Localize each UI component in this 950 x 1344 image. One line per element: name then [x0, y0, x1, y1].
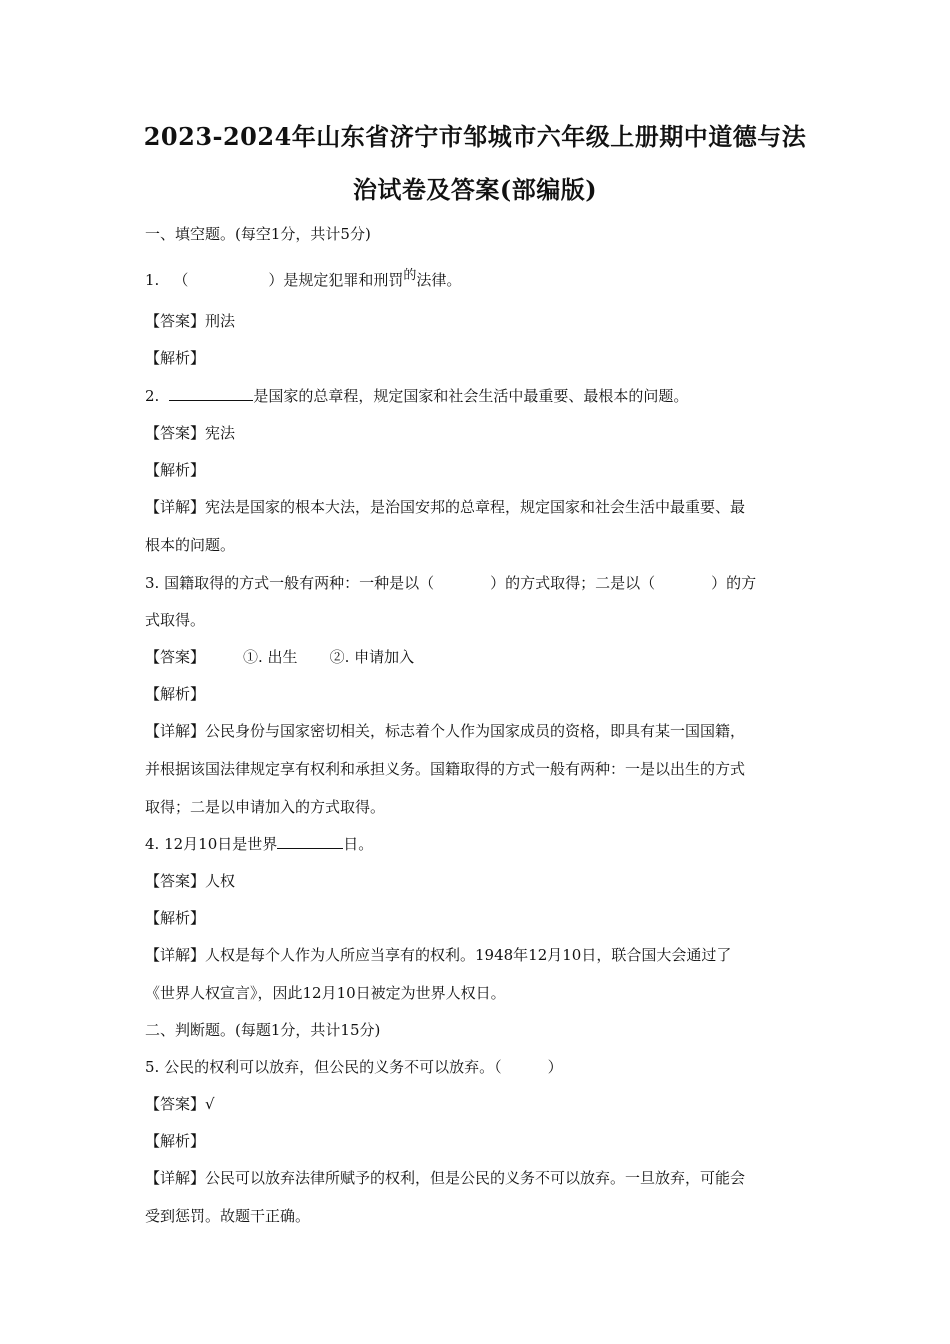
- question-3-detail-line-1: 【详解】公民身份与国家密切相关，标志着个人作为国家成员的资格，即具有某一国国籍，: [145, 722, 746, 740]
- question-2-analysis: 【解析】: [145, 461, 206, 479]
- question-2-blank: [169, 386, 253, 401]
- question-1-text: ）是规定犯罪和刑罚: [268, 271, 404, 289]
- question-3-text-b: ）的方式取得；二是以（: [490, 574, 656, 592]
- question-3-answer-1: ①. 出生: [243, 648, 298, 666]
- question-3-text-c: ）的方: [711, 574, 757, 592]
- question-5-analysis: 【解析】: [145, 1132, 206, 1150]
- document-title-line-1: 2023-2024年山东省济宁市邹城市六年级上册期中道德与法: [143, 122, 807, 151]
- question-1-de: 的: [403, 268, 417, 283]
- question-2-number: 2.: [145, 387, 160, 405]
- question-3-detail-line-2: 并根据该国法律规定享有权利和承担义务。国籍取得的方式一般有两种：一是以出生的方式: [145, 760, 746, 778]
- question-2: [145, 386, 810, 406]
- question-1-open-paren: （: [173, 271, 189, 289]
- question-2-text: 是国家的总章程，规定国家和社会生活中最重要、最根本的问题。: [253, 387, 689, 405]
- question-5-text-a: 5. 公民的权利可以放弃，但公民的义务不可以放弃。（: [145, 1058, 502, 1076]
- question-1: [145, 270, 810, 292]
- question-3-answer-2: ②. 申请加入: [329, 648, 415, 666]
- question-3-line-1: [145, 573, 810, 593]
- question-4-text-b: 日。: [343, 835, 374, 853]
- question-4-analysis: 【解析】: [145, 909, 206, 927]
- question-3-text-a: 3. 国籍取得的方式一般有两种：一种是以（: [145, 574, 435, 592]
- question-2-answer: 【答案】宪法: [145, 424, 236, 442]
- question-4-blank: [277, 834, 343, 849]
- question-5-text-b: ）: [547, 1058, 563, 1076]
- question-1-tail: 法律。: [416, 271, 462, 289]
- question-5-detail-line-2: 受到惩罚。故题干正确。: [145, 1207, 311, 1225]
- question-5: [145, 1057, 810, 1077]
- question-5-detail-line-1: 【详解】公民可以放弃法律所赋予的权利，但是公民的义务不可以放弃。一旦放弃，可能会: [145, 1169, 746, 1187]
- section-heading-true-false: 二、判断题。(每题1分，共计15分): [145, 1021, 381, 1039]
- question-1-answer: 【答案】刑法: [145, 312, 236, 330]
- question-2-detail-line-2: 根本的问题。: [145, 536, 236, 554]
- document-title-line-2: 治试卷及答案(部编版): [352, 175, 598, 204]
- question-3-analysis: 【解析】: [145, 685, 206, 703]
- question-4-detail-line-2: 《世界人权宣言》，因此12月10日被定为世界人权日。: [145, 984, 506, 1002]
- question-1-analysis: 【解析】: [145, 349, 206, 367]
- question-1-number: 1.: [145, 271, 160, 289]
- question-3-line-2: 式取得。: [145, 611, 206, 629]
- question-3-detail-line-3: 取得；二是以申请加入的方式取得。: [145, 798, 386, 816]
- question-3-answer-label: 【答案】: [145, 648, 206, 666]
- question-4-answer: 【答案】人权: [145, 872, 236, 890]
- section-heading-fill-in: 一、填空题。(每空1分，共计5分): [145, 225, 371, 243]
- question-2-detail-line-1: 【详解】宪法是国家的根本大法，是治国安邦的总章程，规定国家和社会生活中最重要、最: [145, 498, 746, 516]
- question-3-answer: [145, 647, 810, 667]
- question-4: [145, 834, 810, 854]
- question-4-text-a: 4. 12月10日是世界: [145, 835, 278, 853]
- question-5-answer: 【答案】√: [145, 1095, 215, 1113]
- question-4-detail-line-1: 【详解】人权是每个人作为人所应当享有的权利。1948年12月10日，联合国大会通过了: [145, 946, 732, 964]
